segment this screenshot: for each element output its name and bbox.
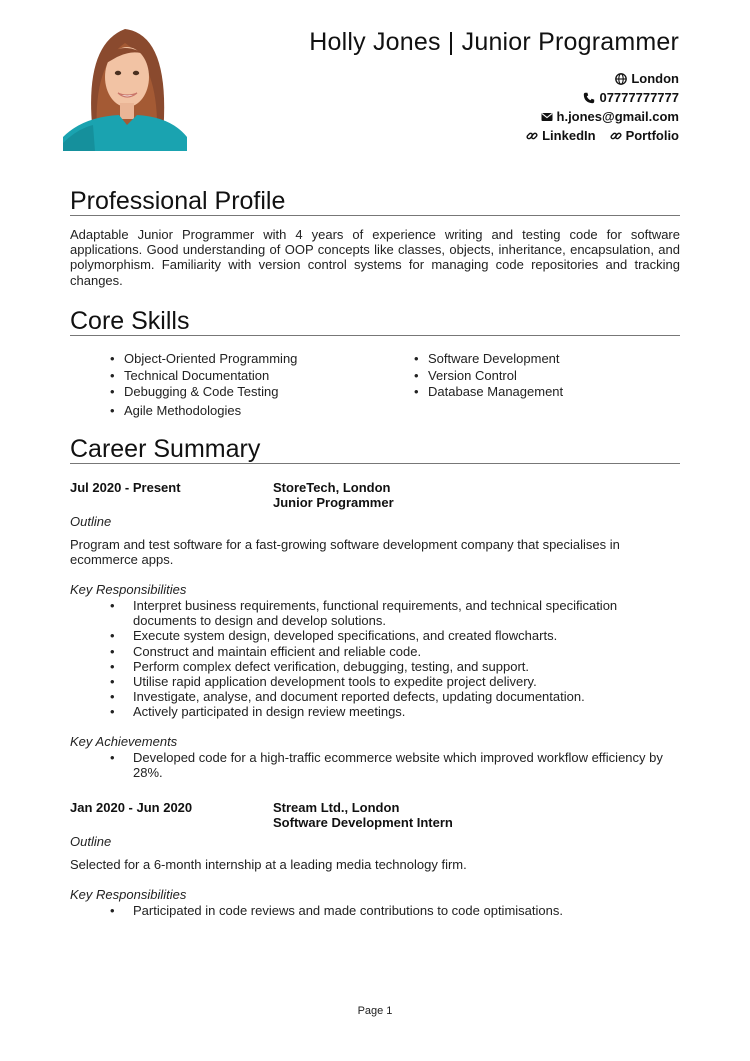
skill-item: • Version Control (414, 368, 563, 385)
phone-text: 07777777777 (599, 90, 679, 105)
achievements-label: Key Achievements (70, 734, 178, 749)
responsibilities-label: Key Responsibilities (70, 582, 187, 597)
link-icon (526, 130, 538, 142)
skill-item: • Software Development (414, 351, 563, 368)
contact-email[interactable] (526, 107, 679, 126)
job-dates: Jul 2020 - Present (70, 480, 181, 495)
phone-icon (583, 92, 595, 104)
achievements-list (106, 750, 682, 780)
job-company: Stream Ltd., London (273, 800, 400, 815)
globe-icon (615, 73, 627, 85)
profile-photo (63, 25, 187, 151)
job-role: Junior Programmer (273, 495, 394, 510)
contact-links (526, 126, 679, 145)
job-outline: Selected for a 6-month internship at a leading media technology firm. (70, 857, 467, 872)
list-item: • Investigate, analyse, and document reported defects, updating documentation. (106, 689, 682, 704)
skill-item: • Agile Methodologies (110, 403, 297, 420)
outline-label: Outline (70, 834, 112, 849)
skill-item: • Debugging & Code Testing (110, 384, 297, 401)
skill-item: • Database Management (414, 384, 563, 401)
career-heading: Career Summary (70, 435, 680, 464)
list-item: • Actively participated in design review meetings. (106, 704, 682, 719)
contact-block (526, 69, 679, 145)
list-item: • Utilise rapid application development tools to expedite project delivery. (106, 674, 682, 689)
job-role: Software Development Intern (273, 815, 453, 830)
linkedin-link[interactable]: LinkedIn (542, 128, 596, 143)
location-text: London (631, 71, 679, 86)
skill-item: • Technical Documentation (110, 368, 297, 385)
outline-label: Outline (70, 514, 112, 529)
responsibilities-list (106, 598, 682, 720)
portfolio-link[interactable]: Portfolio (625, 128, 679, 143)
responsibilities-list (106, 903, 682, 918)
candidate-name-title: Holly Jones | Junior Programmer (309, 28, 679, 56)
email-text[interactable]: h.jones@gmail.com (556, 109, 679, 124)
list-item: • Interpret business requirements, functional requirements, and technical specification documents to design and develop solutions. (106, 598, 682, 628)
list-item: • Construct and maintain efficient and reliable code. (106, 644, 682, 659)
list-item: • Participated in code reviews and made contributions to code optimisations. (106, 903, 682, 918)
skills-list-right (414, 351, 563, 401)
job-company: StoreTech, London (273, 480, 391, 495)
list-item: • Execute system design, developed specifications, and created flowcharts. (106, 628, 682, 643)
list-item: • Perform complex defect verification, debugging, testing, and support. (106, 659, 682, 674)
link-icon (610, 130, 622, 142)
skill-item: • Object-Oriented Programming (110, 351, 297, 368)
page-number: Page 1 (357, 1005, 393, 1017)
contact-phone (526, 88, 679, 107)
envelope-icon (541, 111, 553, 123)
responsibilities-label: Key Responsibilities (70, 887, 187, 902)
profile-heading: Professional Profile (70, 187, 680, 216)
list-item: • Developed code for a high-traffic ecommerce website which improved workflow efficiency by 28%. (106, 750, 682, 780)
job-dates: Jan 2020 - Jun 2020 (70, 800, 193, 815)
contact-location (526, 69, 679, 88)
profile-text: Adaptable Junior Programmer with 4 years of experience writing and testing code for software applications. Good understanding of OOP concepts like classes, objects, inheritance, encapsulation, and polymorphism. Familiarity with version control systems for managing code repositories and tracking changes. (70, 227, 680, 288)
skills-heading: Core Skills (70, 307, 680, 336)
job-outline: Program and test software for a fast-growing software development company that specialises in ecommerce apps. (70, 537, 620, 567)
skills-list-left (110, 351, 297, 419)
